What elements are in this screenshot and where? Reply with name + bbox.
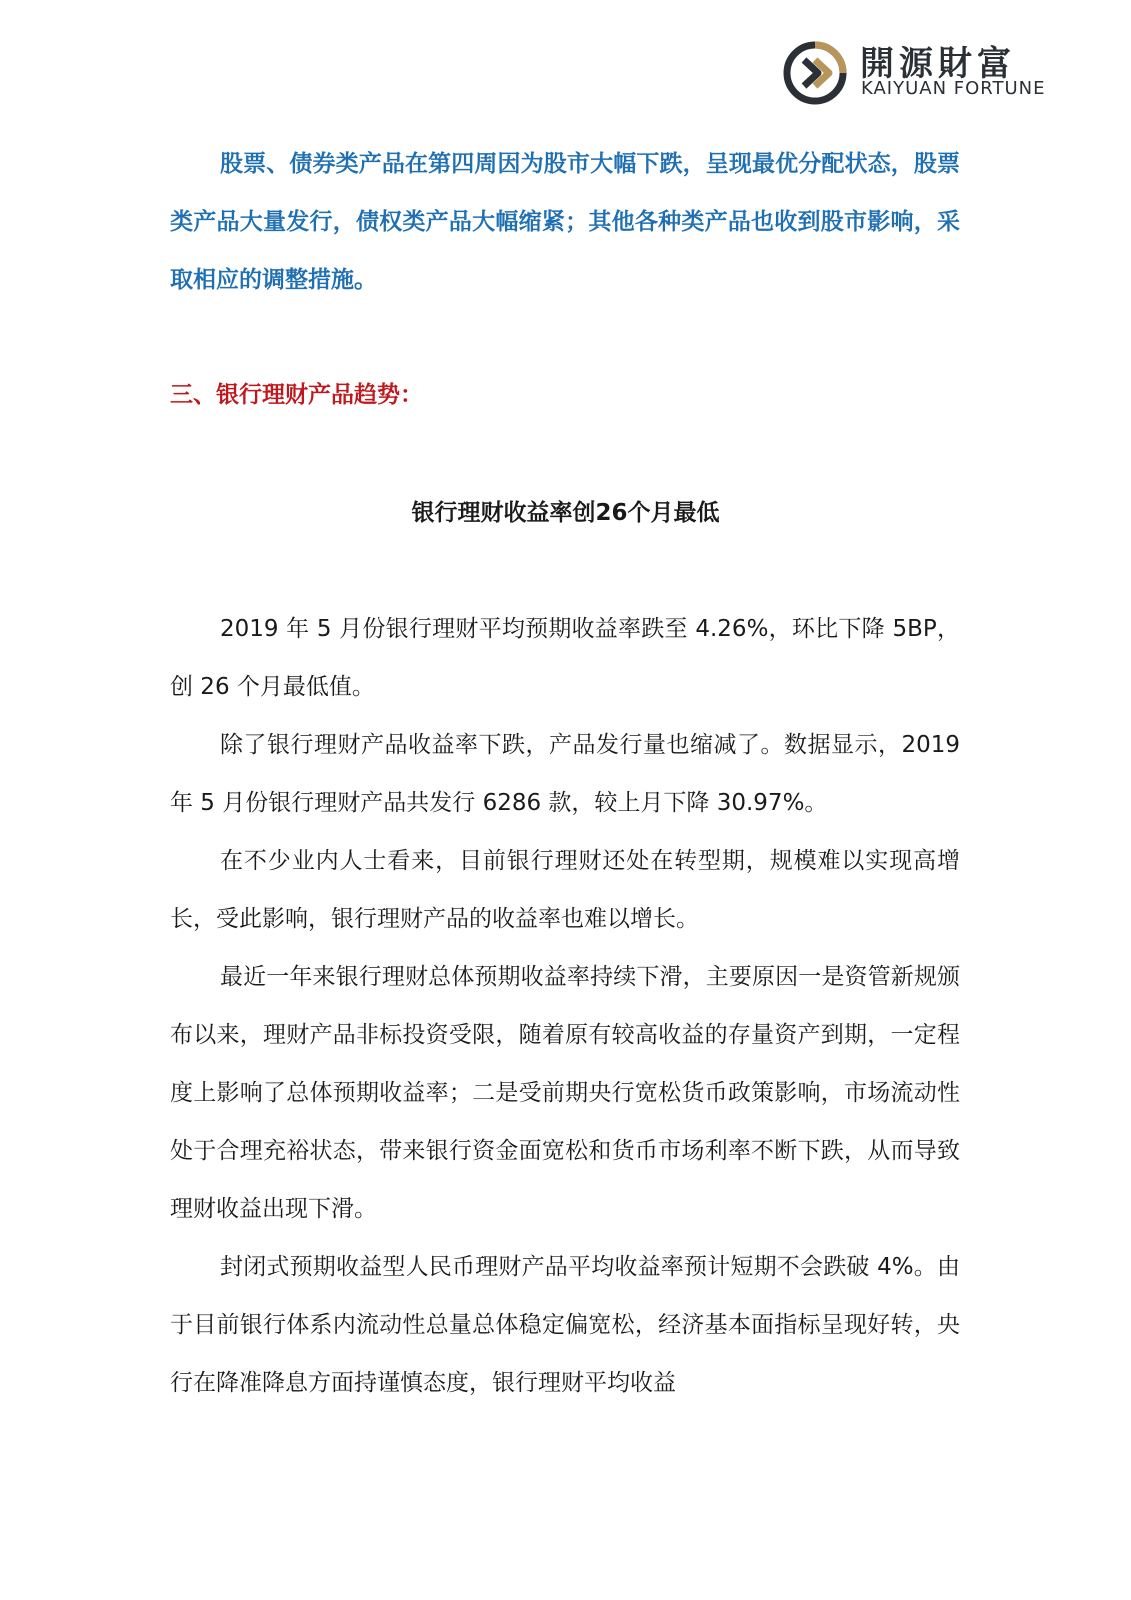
paragraph-reasons: 最近一年来银行理财总体预期收益率持续下滑，主要原因一是资管新规颁布以来，理财产品非标投资受限，随着原有较高收益的存量资产到期，一定程度上影响了总体预期收益率；二是受前期央行宽松货币政策影响，市场流动性处于合理充裕状态，带来银行资金面宽松和货币市场利率不断下跌，从而导致理财收益出现下滑。: [170, 964, 960, 1222]
intro-paragraph: 股票、债券类产品在第四周因为股市大幅下跌，呈现最优分配状态，股票类产品大量发行，债权类产品大幅缩紧；其他各种类产品也收到股市影响，采取相应的调整措施。: [170, 151, 960, 293]
logo-english-text: KAIYUAN FORTUNE: [861, 78, 1046, 99]
paragraph-rate-decline: 2019 年 5 月份银行理财平均预期收益率跌至 4.26%，环比下降 5BP，创 26 个月最低值。: [170, 616, 960, 700]
article-title: 银行理财收益率创26个月最低: [411, 500, 720, 526]
paragraph-industry-view: 在不少业内人士看来，目前银行理财还处在转型期，规模难以实现高增长，受此影响，银行理财产品的收益率也难以增长。: [170, 848, 960, 932]
kaiyuan-logo-icon: [782, 40, 848, 106]
paragraph-outlook: 封闭式预期收益型人民币理财产品平均收益率预计短期不会跌破 4%。由于目前银行体系内流动性总量总体稳定偏宽松，经济基本面指标呈现好转，央行在降准降息方面持谨慎态度，银行理财平均收益: [170, 1254, 960, 1396]
logo-chinese-text: 開源財富: [860, 44, 1016, 84]
section-heading: 三、银行理财产品趋势：: [170, 382, 423, 408]
paragraph-issuance-decline: 除了银行理财产品收益率下跌，产品发行量也缩减了。数据显示，2019 年 5 月份银行理财产品共发行 6286 款，较上月下降 30.97%。: [170, 732, 960, 816]
company-logo: [782, 34, 1072, 108]
